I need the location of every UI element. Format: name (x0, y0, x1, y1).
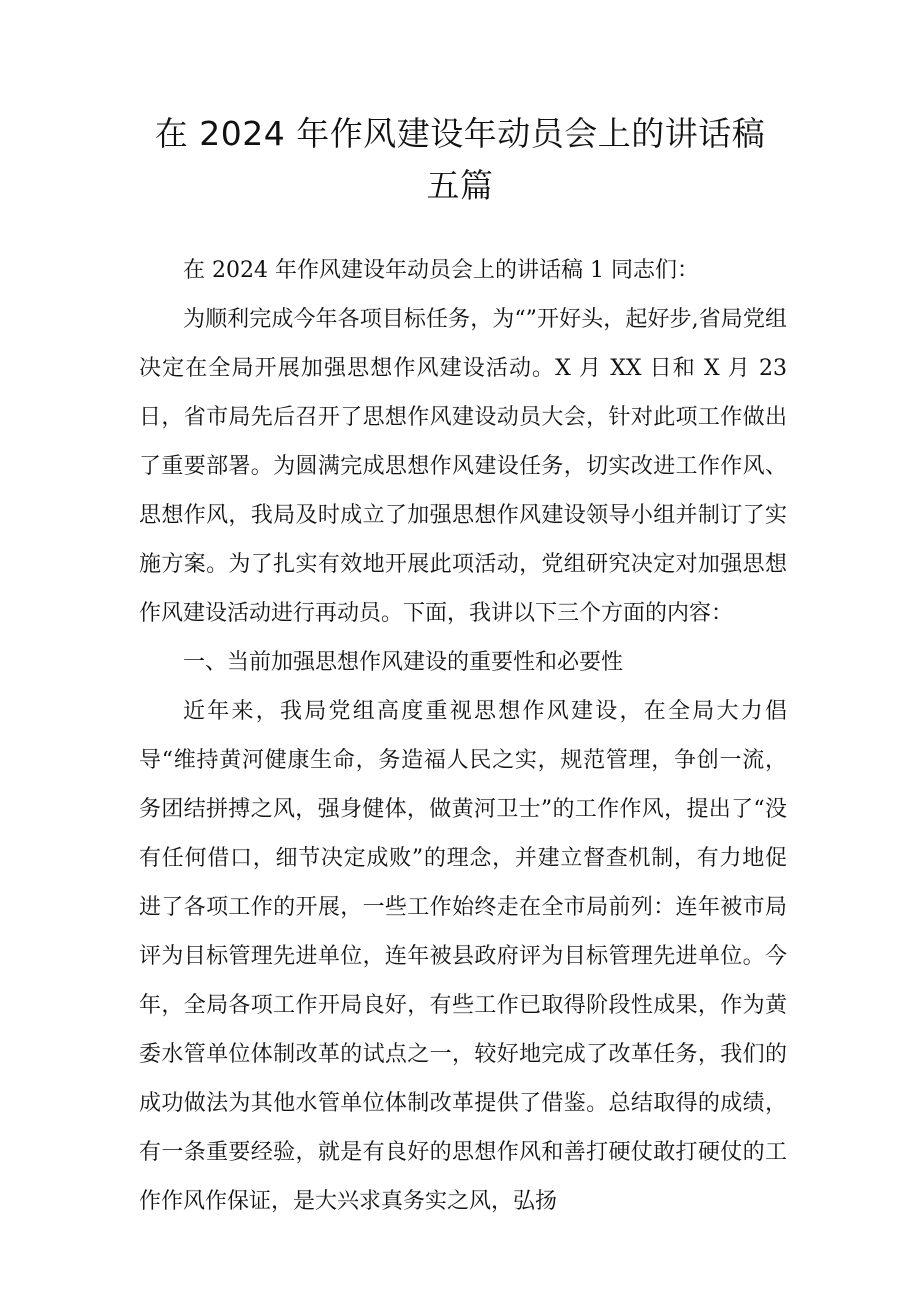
paragraph-intro: 在 2024 年作风建设年动员会上的讲话稿 1 同志们： (183, 258, 699, 283)
section-heading-1: 一、当前加强思想作风建设的重要性和必要性 (183, 650, 624, 675)
paragraph-opening: 为顺利完成今年各项目标任务，为“”开好头，起好步,省局党组决定在全局开展加强思想作风建设活动。X 月 XX 日和 X 月 23 日，省市局先后召开了思想作风建设动员大会，针对此项工作做出了重要部署。为圆满完成思想作风建设任务，切实改进工作作风、思想作风，我局及时成立了加强思想作风建设领导小组并制订了实施方案。为了扎实有效地开展此项活动，党组研究决定对加强思想作风建设活动进行再动员。下面，我讲以下三个方面的内容： (139, 307, 787, 626)
document-body (139, 246, 787, 1226)
document-title: 在 2024 年作风建设年动员会上的讲话稿五篇 (154, 114, 766, 205)
paragraph-section-1: 近年来，我局党组高度重视思想作风建设，在全局大力倡导“维持黄河健康生命，务造福人民之实，规范管理，争创一流，务团结拼搏之风，强身健体，做黄河卫士”的工作作风，提出了“没有任何借口，细节决定成败”的理念，并建立督查机制，有力地促进了各项工作的开展，一些工作始终走在全市局前列：连年被市局评为目标管理先进单位，连年被县政府评为目标管理先进单位。今年，全局各项工作开局良好，有些工作已取得阶段性成果，作为黄委水管单位体制改革的试点之一，较好地完成了改革任务，我们的成功做法为其他水管单位体制改革提供了借鉴。总结取得的成绩，有一条重要经验，就是有良好的思想作风和善打硬仗敢打硬仗的工作作风作保证，是大兴求真务实之风，弘扬 (139, 699, 787, 1214)
